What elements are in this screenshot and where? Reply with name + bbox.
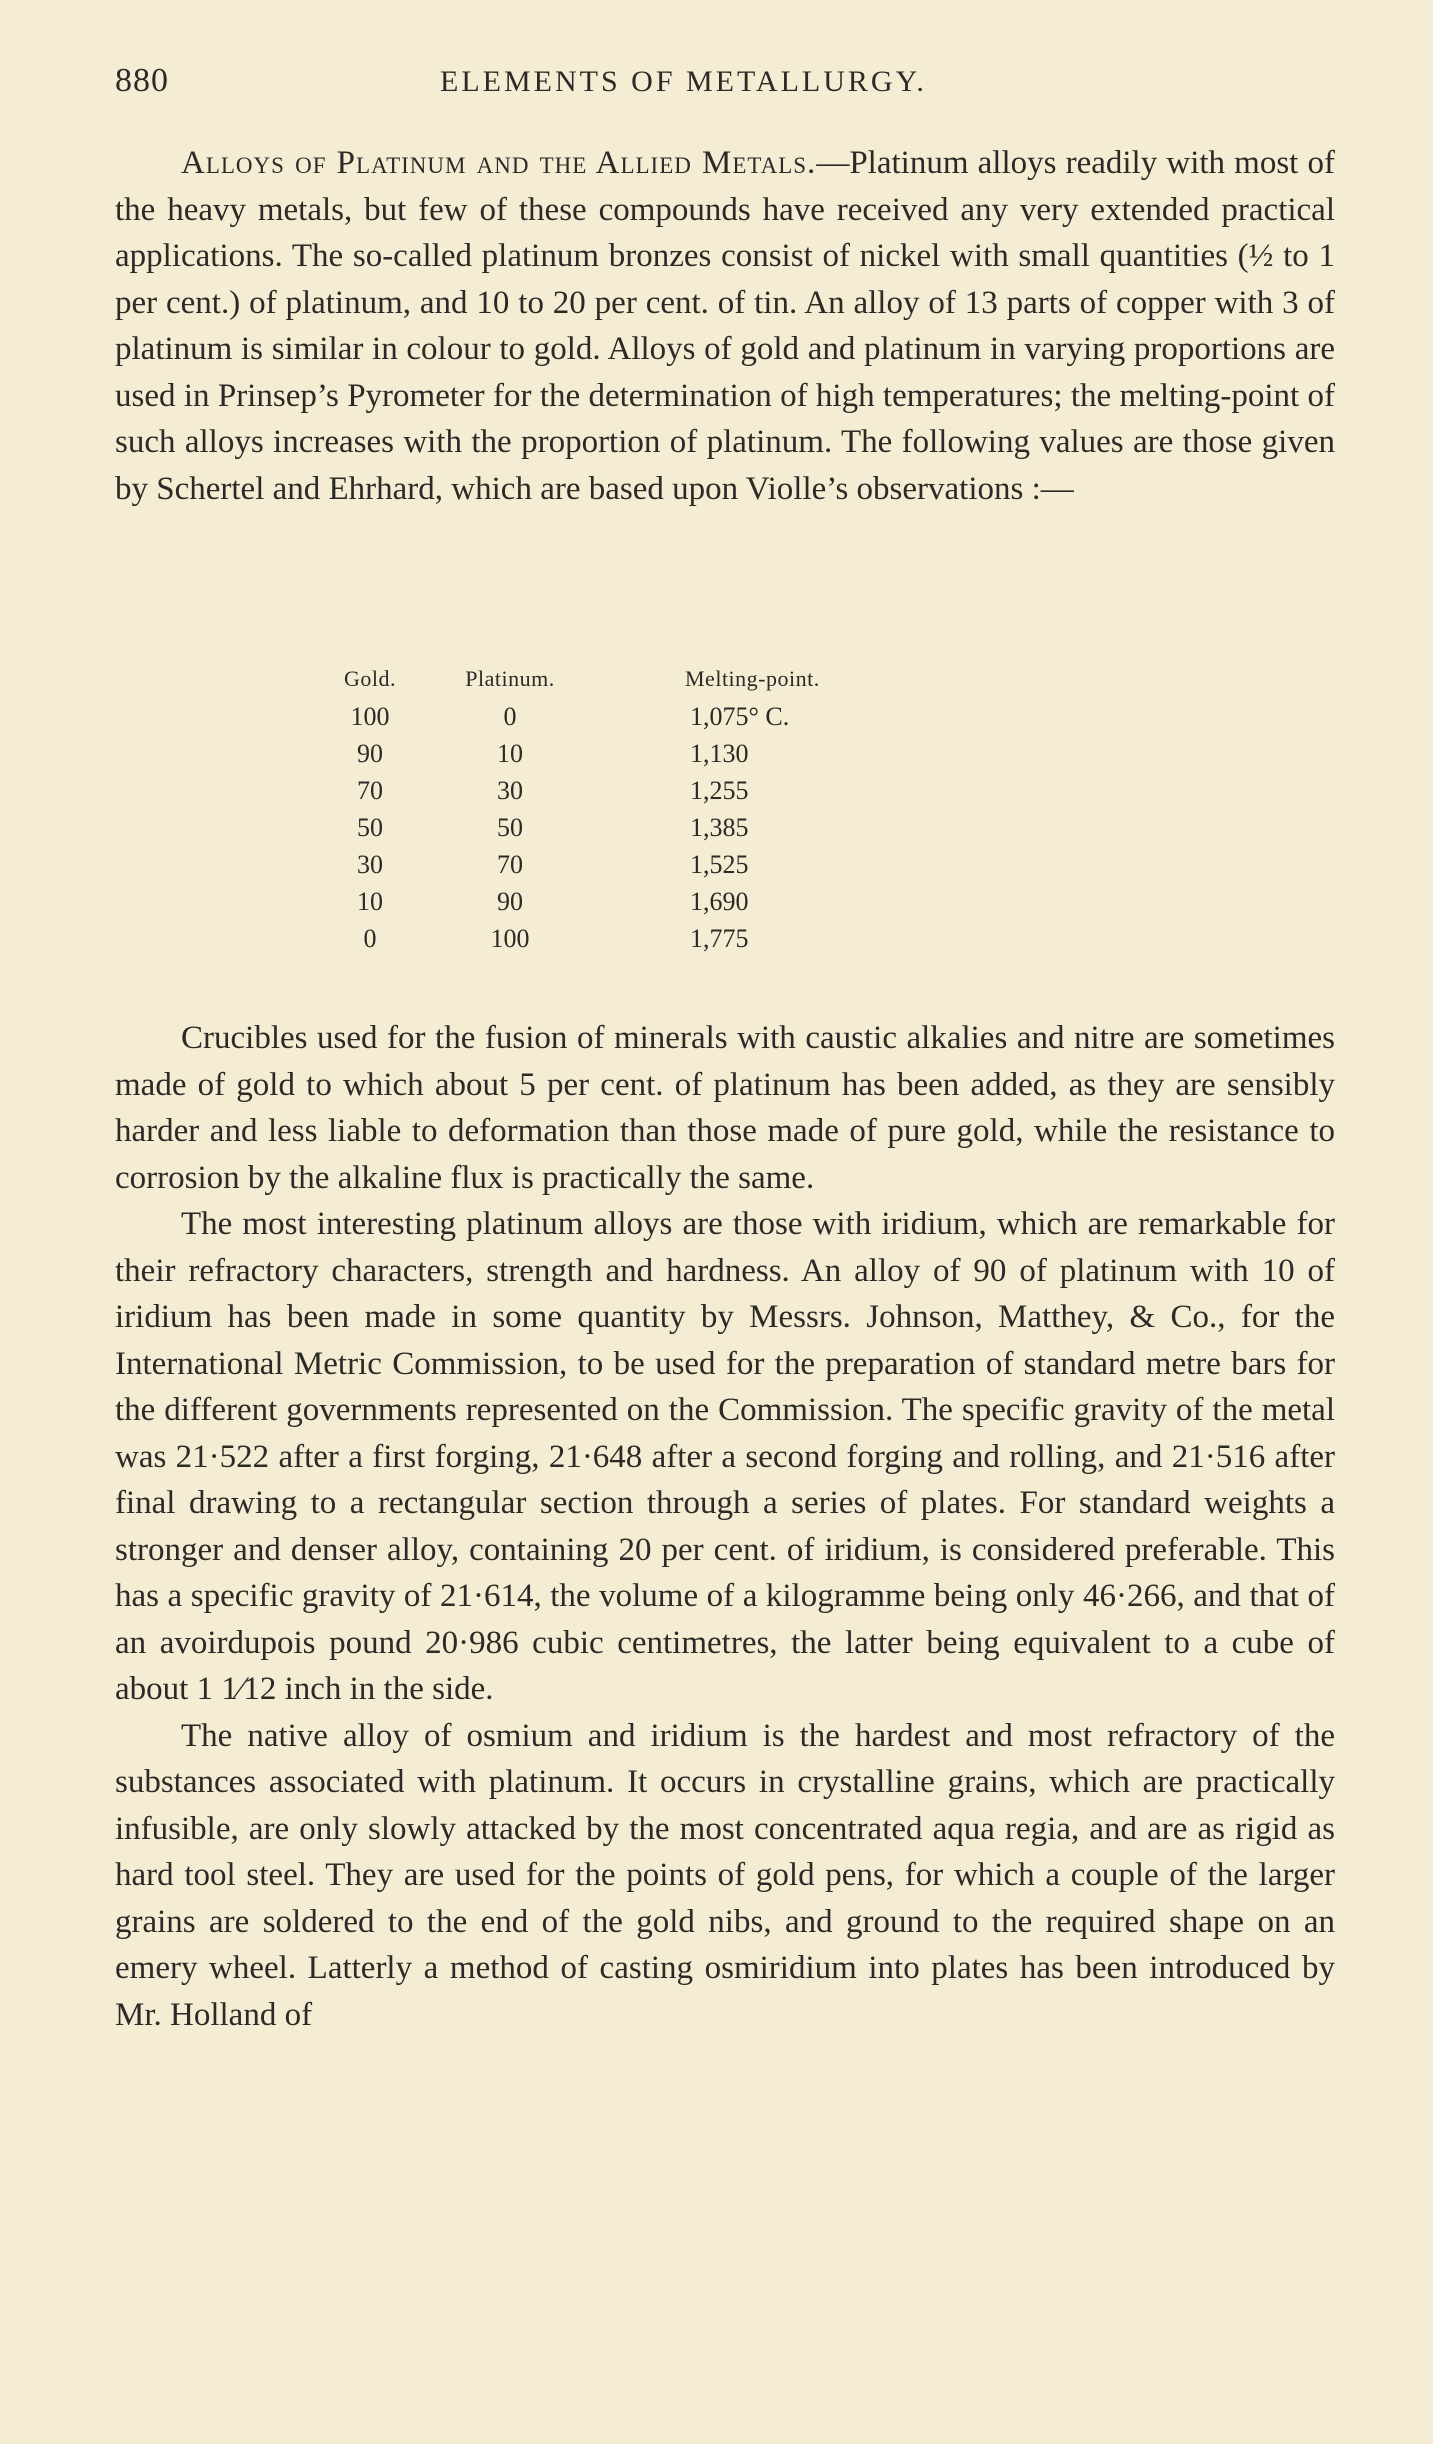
table-row	[310, 846, 990, 883]
paragraph-osmiridium: The native alloy of osmium and iridium is the hardest and most refractory of the substances associated with platinum. It occurs in crystalline grains, which are practically infusible, are only slowly attacked by the most concentrated aqua regia, and are as rigid as hard tool steel. They are used for the points of gold pens, for which a couple of the larger grains are soldered to the end of the gold nibs, and ground to the required shape on an emery wheel. Latterly a method of casting osmiridium into plates has been introduced by Mr. Holland of	[115, 1717, 1335, 2033]
paragraph-crucibles: Crucibles used for the fusion of minerals with caustic alkalies and nitre are sometimes made of gold to which about 5 per cent. of platinum has been added, as they are sensibly harder and less liable to deformation than those made of pure gold, while the resistance to corrosion by the alkaline flux is practically the same.	[115, 1020, 1335, 1196]
intro-paragraph	[115, 140, 1335, 512]
cell-melting-point: 1,075° C.	[690, 702, 790, 731]
cell-gold: 70	[357, 776, 383, 805]
cell-platinum: 0	[503, 702, 517, 731]
cell-melting-point: 1,255	[690, 776, 749, 805]
cell-melting-point: 1,690	[690, 887, 749, 916]
cell-gold: 0	[363, 924, 377, 953]
table-row	[310, 809, 990, 846]
table-row	[310, 698, 990, 735]
cell-gold: 90	[357, 739, 383, 768]
melting-point-table	[310, 666, 990, 957]
column-header-melting-point: Melting-point.	[685, 666, 820, 691]
cell-platinum: 10	[497, 739, 523, 768]
cell-melting-point: 1,385	[690, 813, 749, 842]
cell-melting-point: 1,775	[690, 924, 749, 953]
cell-gold: 100	[350, 702, 390, 731]
table-row	[310, 735, 990, 772]
cell-platinum: 70	[497, 850, 523, 879]
body-text	[115, 1015, 1335, 2038]
cell-gold: 10	[357, 887, 383, 916]
section-heading: Alloys of Platinum and the Allied Metals.	[181, 145, 817, 181]
cell-gold: 50	[357, 813, 383, 842]
cell-platinum: 90	[497, 887, 523, 916]
cell-melting-point: 1,525	[690, 850, 749, 879]
cell-gold: 30	[357, 850, 383, 879]
cell-melting-point: 1,130	[690, 739, 749, 768]
cell-platinum: 100	[490, 924, 530, 953]
page-number: 880	[115, 62, 169, 99]
cell-platinum: 30	[497, 776, 523, 805]
column-header-platinum: Platinum.	[465, 666, 555, 691]
intro-text: —Platinum alloys readily with most of the heavy metals, but few of these compounds have received any very extended practical applications. The so-called platinum bronzes consist of nickel with small quantities (½ to 1 per cent.) of platinum, and 10 to 20 per cent. of tin. An alloy of 13 parts of copper with 3 of platinum is similar in colour to gold. Alloys of gold and platinum in varying proportions are used in Prinsep’s Pyrometer for the determination of high temperatures; the melting-point of such alloys increases with the proportion of platinum. The following values are those given by Schertel and Ehrhard, which are based upon Violle’s observations :—	[115, 145, 1335, 507]
table-row	[310, 772, 990, 809]
paragraph-iridium-alloys: The most interesting platinum alloys are those with iridium, which are remarkable for their refractory characters, strength and hardness. An alloy of 90 of platinum with 10 of iridium has been made in some quantity by Messrs. Johnson, Matthey, & Co., for the International Metric Commission, to be used for the preparation of standard metre bars for the different governments represented on the Commission. The specific gravity of the metal was 21·522 after a first forging, 21·648 after a second forging and rolling, and 21·516 after final drawing to a rectangular section through a series of plates. For standard weights a stronger and denser alloy, containing 20 per cent. of iridium, is considered preferable. This has a specific gravity of 21·614, the volume of a kilogramme being only 46·266, and that of an avoirdupois pound 20·986 cubic centimetres, the latter being equivalent to a cube of about 1 1⁄12 inch in the side.	[115, 1206, 1335, 1707]
table-row	[310, 920, 990, 957]
table-row	[310, 883, 990, 920]
table-header-row	[310, 666, 990, 698]
running-title: ELEMENTS OF METALLURGY.	[440, 65, 927, 98]
column-header-gold: Gold.	[344, 666, 396, 691]
cell-platinum: 50	[497, 813, 523, 842]
